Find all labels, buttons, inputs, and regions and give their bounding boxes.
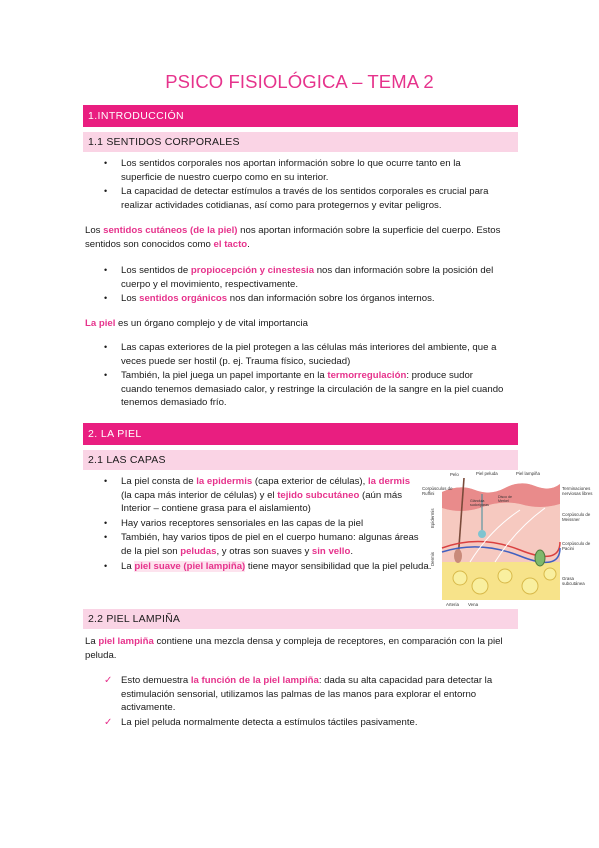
- svg-text:subcutánea: subcutánea: [562, 581, 585, 586]
- bullet-icon: •: [104, 517, 108, 528]
- list-item: • Los sentidos de propiocepción y cinestesia nos dan información sobre la posición del cuerpo y el movimiento, respectivamente.: [104, 265, 494, 290]
- skin-diagram-image: [420, 470, 599, 610]
- svg-text:Disco de: Disco de: [498, 495, 512, 499]
- subsection-heading-sentidos: 1.1 SENTIDOS CORPORALES: [83, 132, 518, 152]
- bullet-list-propiocepcion: [104, 264, 516, 306]
- svg-text:Corpúsculos de: Corpúsculos de: [422, 486, 453, 491]
- pacini-corpuscle: [535, 550, 545, 566]
- list-item: • Las capas exteriores de la piel protegen a las células más interiores del ambiente, que a veces puede ser hostil (p. ej. Trauma físico, suciedad): [104, 342, 497, 367]
- bullet-list-sentidos: [104, 157, 516, 212]
- subsection-heading-las-capas: 2.1 LAS CAPAS: [83, 450, 518, 470]
- bullet-icon: •: [104, 342, 108, 352]
- bullet-icon: •: [104, 293, 108, 304]
- list-item: • Hay varios receptores sensoriales en las capas de la piel: [104, 517, 364, 529]
- check-icon: ✓: [104, 716, 113, 728]
- check-icon: ✓: [104, 675, 113, 686]
- paragraph-piel-lampina: La piel lampiña contiene una mezcla densa y compleja de receptores, en comparación con la piel peluda.: [85, 636, 503, 661]
- list-item: ✓ Esto demuestra la función de la piel lampiña: dada su alta capacidad para detectar la estimulación sensorial, utilizamos las palmas de las manos para explorar el entorno activamente.: [104, 675, 493, 714]
- svg-text:Pacini: Pacini: [562, 546, 574, 551]
- list-item: • También, hay varios tipos de piel en el cuerpo humano: algunas áreas de la piel son peludas, y otras son suaves y sin vello.: [104, 532, 419, 557]
- bullet-icon: •: [104, 265, 108, 275]
- paragraph-sentidos-cutaneos: Los sentidos cutáneos (de la piel) nos aportan información sobre la superficie del cuerpo. Estos sentidos son conocidos como el tacto.: [85, 225, 501, 250]
- svg-text:Corpúsculo de: Corpúsculo de: [562, 512, 591, 517]
- bullet-icon: •: [104, 186, 108, 197]
- svg-text:Grasa: Grasa: [562, 576, 574, 581]
- section-heading-la-piel: 2. LA PIEL: [83, 423, 518, 445]
- list-item: • La piel suave (piel lampiña) tiene mayor sensibilidad que la piel peluda.: [104, 560, 432, 572]
- svg-text:Meissner: Meissner: [562, 517, 580, 522]
- bullet-icon: •: [104, 476, 108, 486]
- svg-text:sudoríparas: sudoríparas: [470, 503, 489, 507]
- svg-text:nerviosas libres: nerviosas libres: [562, 491, 593, 496]
- bullet-list-capas: [104, 475, 441, 573]
- bullet-list-piel: [104, 341, 516, 410]
- list-item: • La piel consta de la epidermis (capa exterior de células), la dermis (la capa más interior de células) y el tejido subcutáneo (aún más Interior – contiene grasa para el aislamiento): [104, 476, 411, 515]
- page-title: PSICO FISIOLÓGICA – TEMA 2: [165, 71, 434, 92]
- svg-text:Piel peluda: Piel peluda: [476, 471, 498, 476]
- svg-text:Piel lampiña: Piel lampiña: [516, 471, 540, 476]
- svg-text:Glándula: Glándula: [470, 499, 485, 503]
- bullet-icon: •: [104, 532, 108, 543]
- svg-text:Merkel: Merkel: [498, 499, 509, 503]
- paragraph-la-piel: La piel es un órgano complejo y de vital importancia: [85, 318, 308, 329]
- list-item: • Los sentidos corporales nos aportan información sobre lo que ocurre tanto en la superficie de nuestro cuerpo como en su interior.: [104, 158, 461, 183]
- svg-text:Dermis: Dermis: [430, 552, 435, 566]
- svg-text:Corpúsculo de: Corpúsculo de: [562, 541, 591, 546]
- svg-text:Pelo: Pelo: [450, 472, 459, 477]
- bullet-icon: •: [104, 560, 108, 571]
- svg-text:Arteria: Arteria: [446, 602, 459, 607]
- check-list-piel-lampina: [104, 674, 516, 729]
- list-item: ✓ La piel peluda normalmente detecta a estímulos táctiles pasivamente.: [104, 716, 418, 728]
- list-item: • La capacidad de detectar estímulos a través de los sentidos corporales es crucial para realizar actividades cotidianas, así como para protegernos y evitar peligros.: [104, 186, 489, 211]
- list-item: • Los sentidos orgánicos nos dan información sobre los órganos internos.: [104, 293, 435, 305]
- svg-text:Ruffini: Ruffini: [422, 491, 435, 496]
- svg-text:Terminaciones: Terminaciones: [562, 486, 591, 491]
- bullet-icon: •: [104, 158, 108, 168]
- list-item: • También, la piel juega un papel importante en la termorregulación: produce sudor cuando tenemos demasiado calor, y restringe la circulación de la sangre en la piel cuando tenemos demasiado frío.: [104, 370, 504, 409]
- bullet-icon: •: [104, 370, 108, 381]
- svg-text:Vena: Vena: [468, 602, 479, 607]
- section-heading-introduccion: 1.INTRODUCCIÓN: [83, 105, 518, 127]
- subsection-heading-piel-lampina: 2.2 PIEL LAMPIÑA: [83, 609, 518, 629]
- svg-text:Epidermis: Epidermis: [430, 508, 435, 528]
